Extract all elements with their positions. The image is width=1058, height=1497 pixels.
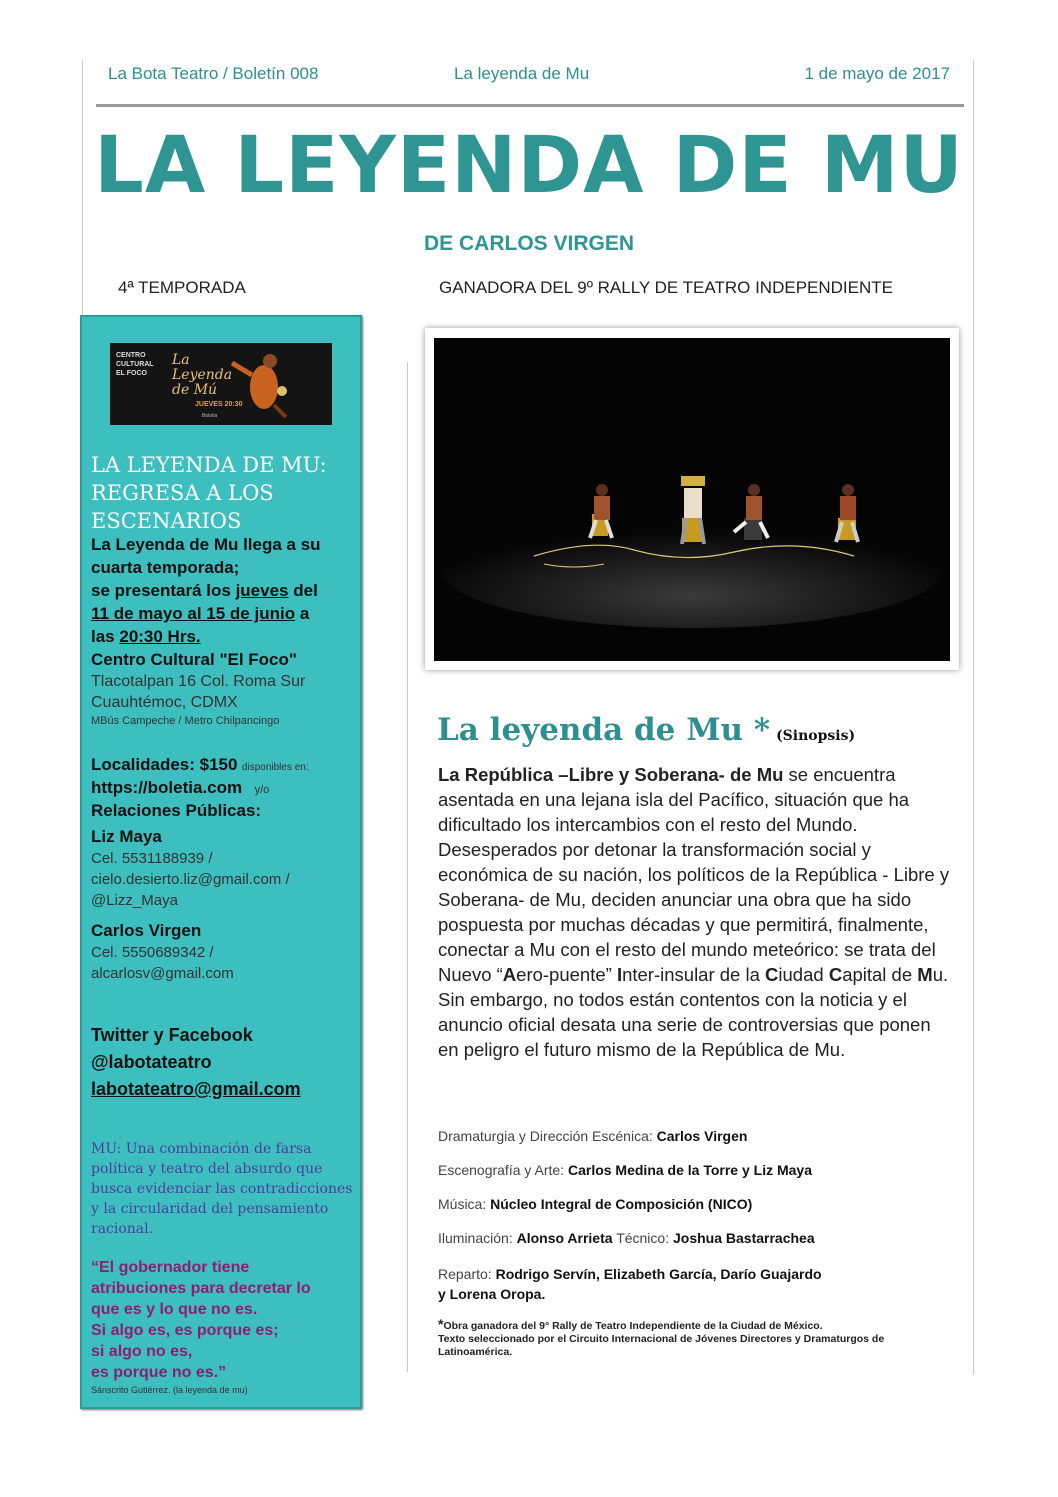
- poster-title: La Leyenda de Mú: [172, 352, 233, 398]
- contact1-name: Liz Maya: [91, 827, 162, 846]
- quote-citation: Sánscrito Gutiérrez. (la leyenda de mu): [91, 1385, 248, 1395]
- footnote: *Obra ganadora del 9° Rally de Teatro Independiente de la Ciudad de México. Texto seleccionado por el Circuito Internacional de Jóvenes Directores y Dramaturgos de Latinoamérica.: [438, 1316, 885, 1358]
- venue-address-2: Cuauhtémoc, CDMX: [91, 694, 238, 711]
- synopsis-lead: La República –Libre y Soberana- de Mu: [438, 764, 784, 785]
- synopsis-label: (Sinopsis): [776, 728, 856, 744]
- credit-reparto: Reparto: Rodrigo Servín, Elizabeth García, Darío Guajardo y Lorena Oropa.: [438, 1266, 822, 1302]
- venue-address-1: Tlacotalpan 16 Col. Roma Sur: [91, 673, 306, 690]
- contact1-email[interactable]: cielo.desierto.liz@gmail.com /: [91, 871, 290, 888]
- credit-iluminacion: Iluminación: Alonso Arrieta Técnico: Joshua Bastarrachea: [438, 1230, 815, 1246]
- synopsis-title: La leyenda de Mu * (Sinopsis): [437, 712, 856, 748]
- contact1-phone: Cel. 5531188939 /: [91, 850, 213, 867]
- mu-blurb: MU: Una combinación de farsa política y teatro del absurdo que busca evidenciar las contradicciones y la circularidad del pensamiento racional.: [91, 1141, 353, 1237]
- poster-date: JUEVES 20:30: [195, 401, 243, 408]
- author-line: DE CARLOS VIRGEN: [423, 232, 635, 255]
- stage-photo: [434, 338, 950, 661]
- footnote-mark: *: [438, 1316, 444, 1332]
- transit-info: MBús Campeche / Metro Chilpancingo: [91, 715, 280, 727]
- public-relations-label: Relaciones Públicas:: [91, 801, 262, 820]
- page-title: LA LEYENDA DE MU: [94, 121, 964, 211]
- credit-dramaturgia: Dramaturgia y Dirección Escénica: Carlos Virgen: [438, 1128, 748, 1144]
- header-publication: La Bota Teatro / Boletín 008: [108, 64, 319, 83]
- contact2-phone: Cel. 5550689342 /: [91, 944, 214, 961]
- poster-performer-figure: [230, 347, 290, 419]
- presentation-line2: 11 de mayo al 15 de junio a: [91, 604, 310, 623]
- poster-org: CENTRO CULTURAL EL FOCO: [116, 352, 154, 377]
- season-label: 4ª TEMPORADA: [118, 278, 246, 297]
- header-date: 1 de mayo de 2017: [804, 64, 950, 83]
- center-divider-line: [407, 362, 408, 1372]
- presentation-line1: se presentará los jueves del: [91, 581, 318, 600]
- show-poster: [110, 343, 332, 425]
- header-topic: La leyenda de Mu: [454, 64, 590, 83]
- presentation-line3: las 20:30 Hrs.: [91, 627, 201, 646]
- social-block: [91, 1022, 353, 1103]
- day-text: jueves: [235, 581, 289, 600]
- schedule-block: [91, 533, 353, 729]
- synopsis-body: La República –Libre y Soberana- de Mu se encuentra asentada en una lejana isla del Pacífico, situación que ha dificultado los intercambios con el resto del Mundo. Desesperados por detonar la transformación social y económica de su nación, los políticos de la República - Libre y Soberana- de Mu, deciden anunciar una obra que ha sido pospuesta por muchas décadas y que permitirá, finalmente, conectar a Mu con el resto del mundo meteórico: se trata del Nuevo “Aero-puente” Inter-insular de la Ciudad Capital de Mu. Sin embargo, no todos están contentos con la noticia y el anuncio oficial desata una serie de controversias que ponen en peligro el futuro mismo de la República de Mu.: [438, 764, 950, 1060]
- sidebar-heading: LA LEYENDA DE MU: REGRESA A LOS ESCENARIOS: [91, 453, 327, 533]
- time-text: 20:30 Hrs.: [119, 627, 201, 646]
- award-label: GANADORA DEL 9º RALLY DE TEATRO INDEPENDIENTE: [439, 278, 893, 297]
- contact2-name: Carlos Virgen: [91, 921, 202, 940]
- tickets-link[interactable]: https://boletia.com: [91, 778, 243, 797]
- social-handle[interactable]: @labotateatro: [91, 1052, 212, 1072]
- tickets-line: Localidades: $150 disponibles en:: [91, 755, 309, 774]
- credit-musica: Música: Núcleo Integral de Composición (NICO): [438, 1196, 753, 1212]
- social-email[interactable]: labotateatro@gmail.com: [91, 1079, 301, 1099]
- social-label: Twitter y Facebook: [91, 1025, 253, 1045]
- tickets-url-line: https://boletia.com y/o: [91, 778, 270, 797]
- stage-scene-image: [434, 338, 950, 661]
- venue-name: Centro Cultural "El Foco": [91, 650, 297, 669]
- running-header: [96, 64, 964, 90]
- header-rule: [96, 104, 964, 107]
- right-margin-line: [973, 60, 974, 1375]
- info-sidebar: [80, 315, 362, 1409]
- poster-brand: Boletia: [202, 413, 218, 419]
- dates-text: 11 de mayo al 15 de junio: [91, 604, 296, 623]
- credit-escenografia: Escenografía y Arte: Carlos Medina de la Torre y Liz Maya: [438, 1162, 813, 1178]
- tickets-block: [91, 753, 353, 984]
- stage-photo-frame: [425, 328, 959, 670]
- governor-quote: “El gobernador tiene atribuciones para decretar lo que es y lo que no es. Si algo es, es porque es; si algo no es, es porque no es.”: [91, 1259, 311, 1381]
- contact1-handle: @Lizz_Maya: [91, 892, 178, 909]
- intro-text: La Leyenda de Mu llega a su cuarta temporada;: [91, 535, 321, 577]
- contact2-email[interactable]: alcarlosv@gmail.com: [91, 965, 234, 982]
